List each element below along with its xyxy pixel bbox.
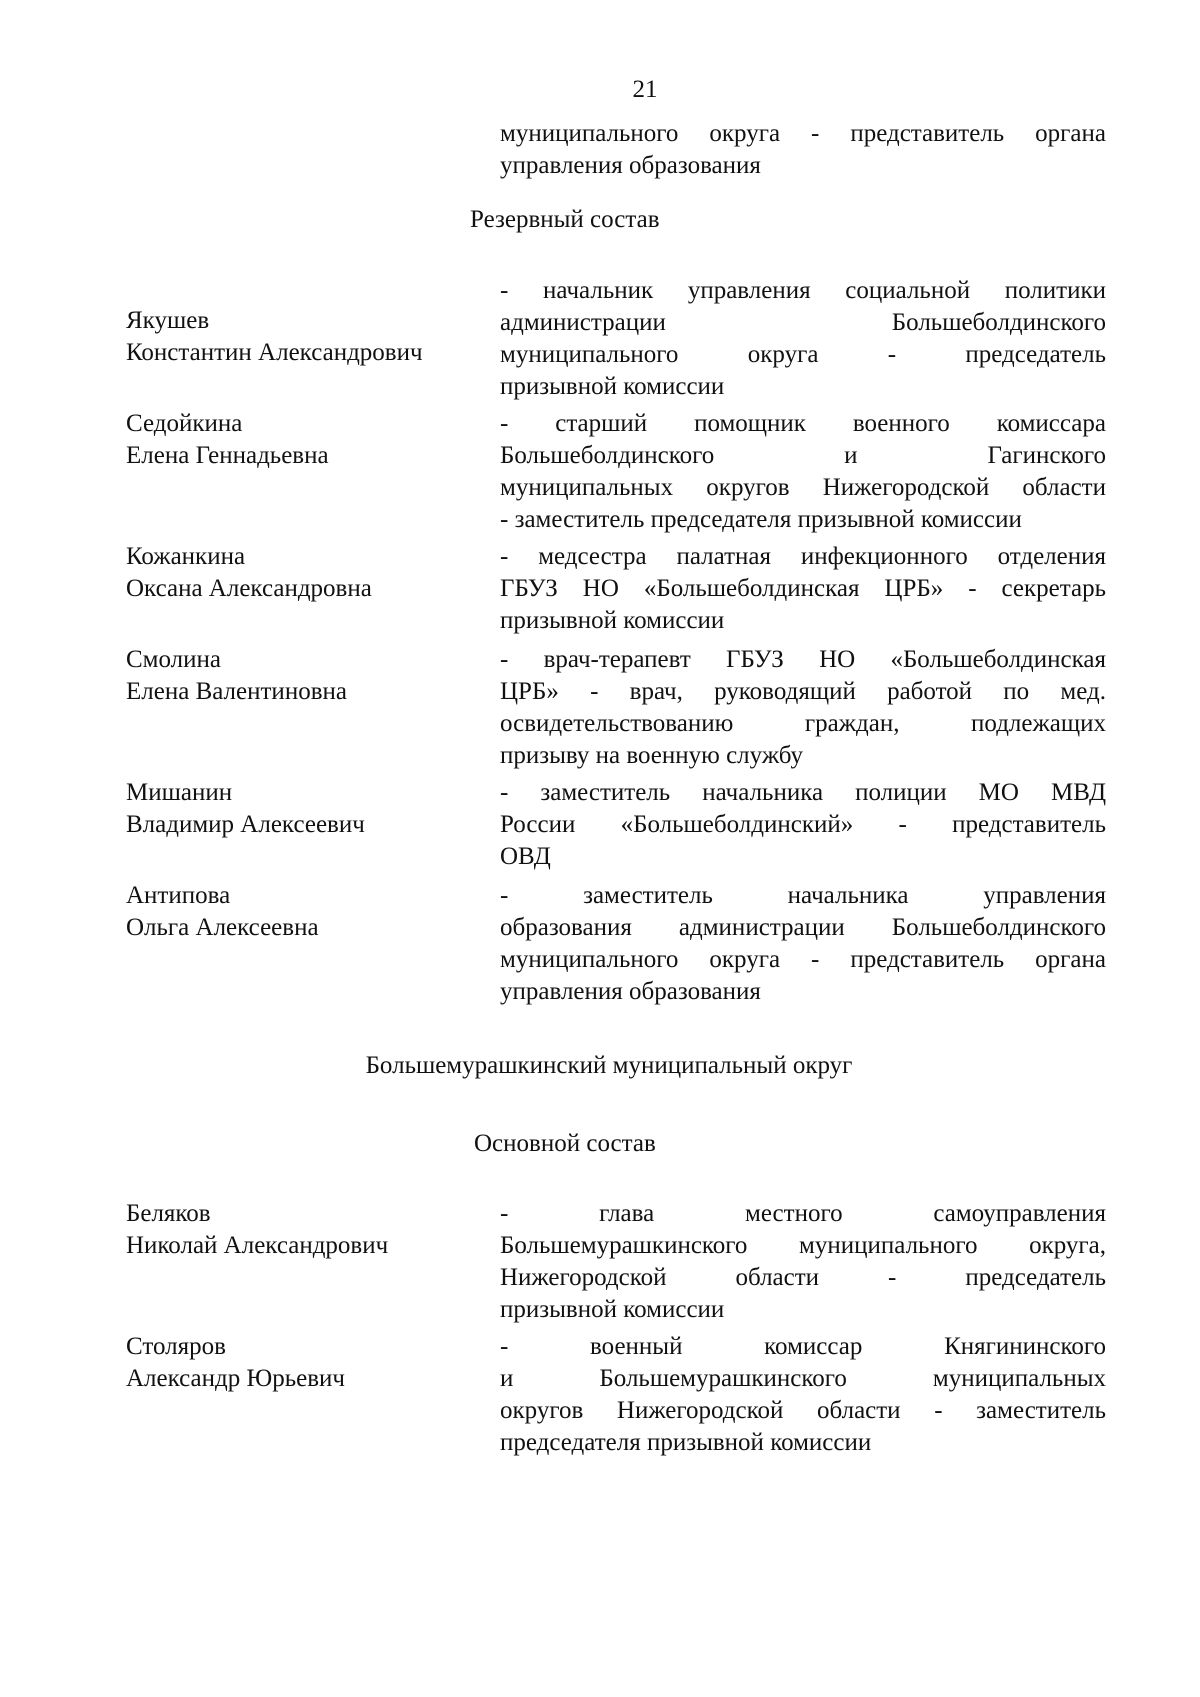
member-name xyxy=(126,644,486,708)
role-line: - врач-терапевт ГБУЗ НО «Большеболдинская xyxy=(500,646,1106,673)
member-given-names: Ольга Алексеевна xyxy=(126,914,319,941)
role-line: и Большемурашкинского муниципальных xyxy=(500,1365,1106,1392)
member-surname: Столяров xyxy=(126,1333,226,1360)
member-given-names: Оксана Александровна xyxy=(126,575,372,602)
role-line: освидетельствованию граждан, подлежащих xyxy=(500,710,1106,737)
role-line: управления образования xyxy=(500,978,761,1005)
role-line: образования администрации Большеболдинского xyxy=(500,914,1106,941)
role-line: администрации Большеболдинского xyxy=(500,309,1106,336)
continuation-line: муниципального округа - представитель органа xyxy=(500,120,1106,147)
role-line: - глава местного самоуправления xyxy=(500,1200,1106,1227)
continuation-line: управления образования xyxy=(500,152,761,179)
member-role xyxy=(500,275,1106,403)
member-role xyxy=(500,1198,1106,1326)
member-given-names: Константин Александрович xyxy=(126,339,423,366)
role-line: председателя призывной комиссии xyxy=(500,1429,872,1456)
role-line: - военный комиссар Княгининского xyxy=(500,1333,1106,1360)
member-given-names: Александр Юрьевич xyxy=(126,1365,345,1392)
section-heading-reserve: Резервный состав xyxy=(470,206,660,233)
role-line: - медсестра палатная инфекционного отделения xyxy=(500,543,1106,570)
member-surname: Мишанин xyxy=(126,779,233,806)
role-line: призывной комиссии xyxy=(500,373,725,400)
role-line: муниципального округа - представитель органа xyxy=(500,946,1106,973)
member-name xyxy=(126,880,486,944)
role-line: Большемурашкинского муниципального округа, xyxy=(500,1232,1106,1259)
role-line: округов Нижегородской области - заместитель xyxy=(500,1397,1106,1424)
member-name xyxy=(126,777,486,841)
member-surname: Якушев xyxy=(126,307,210,334)
member-given-names: Елена Геннадьевна xyxy=(126,442,329,469)
district-heading: Большемурашкинский муниципальный округ xyxy=(365,1052,853,1079)
role-line: ЦРБ» - врач, руководящий работой по мед. xyxy=(500,678,1106,705)
member-surname: Кожанкина xyxy=(126,543,246,570)
role-line: муниципальных округов Нижегородской области xyxy=(500,474,1106,501)
member-name xyxy=(126,408,486,472)
role-line: ГБУЗ НО «Большеболдинская ЦРБ» - секретарь xyxy=(500,575,1106,602)
member-surname: Беляков xyxy=(126,1200,211,1227)
role-line: - старший помощник военного комиссара xyxy=(500,410,1106,437)
role-line: муниципального округа - председатель xyxy=(500,341,1106,368)
member-role xyxy=(500,408,1106,536)
member-surname: Антипова xyxy=(126,882,231,909)
member-surname: Седойкина xyxy=(126,410,243,437)
member-name xyxy=(126,1331,486,1395)
role-line: призывной комиссии xyxy=(500,1296,725,1323)
member-name xyxy=(126,541,486,605)
member-given-names: Владимир Алексеевич xyxy=(126,811,365,838)
role-line: призывной комиссии xyxy=(500,607,725,634)
role-line: - заместитель председателя призывной комиссии xyxy=(500,506,1022,533)
role-line: - начальник управления социальной политики xyxy=(500,277,1106,304)
role-line: - заместитель начальника полиции МО МВД xyxy=(500,779,1106,806)
member-name xyxy=(126,305,486,369)
member-role xyxy=(500,541,1106,637)
role-line: Большеболдинского и Гагинского xyxy=(500,442,1106,469)
page-number: 21 xyxy=(632,76,658,103)
member-surname: Смолина xyxy=(126,646,221,673)
section-heading-main: Основной состав xyxy=(474,1130,656,1157)
role-line: призыву на военную службу xyxy=(500,742,804,769)
member-given-names: Елена Валентиновна xyxy=(126,678,347,705)
continuation-text xyxy=(500,118,1106,182)
member-name xyxy=(126,1198,486,1262)
member-role xyxy=(500,880,1106,1008)
role-line: Нижегородской области - председатель xyxy=(500,1264,1106,1291)
role-line: ОВД xyxy=(500,843,551,870)
member-role xyxy=(500,777,1106,873)
role-line: России «Большеболдинский» - представитель xyxy=(500,811,1106,838)
member-given-names: Николай Александрович xyxy=(126,1232,389,1259)
role-line: - заместитель начальника управления xyxy=(500,882,1106,909)
member-role xyxy=(500,1331,1106,1459)
member-role xyxy=(500,644,1106,772)
